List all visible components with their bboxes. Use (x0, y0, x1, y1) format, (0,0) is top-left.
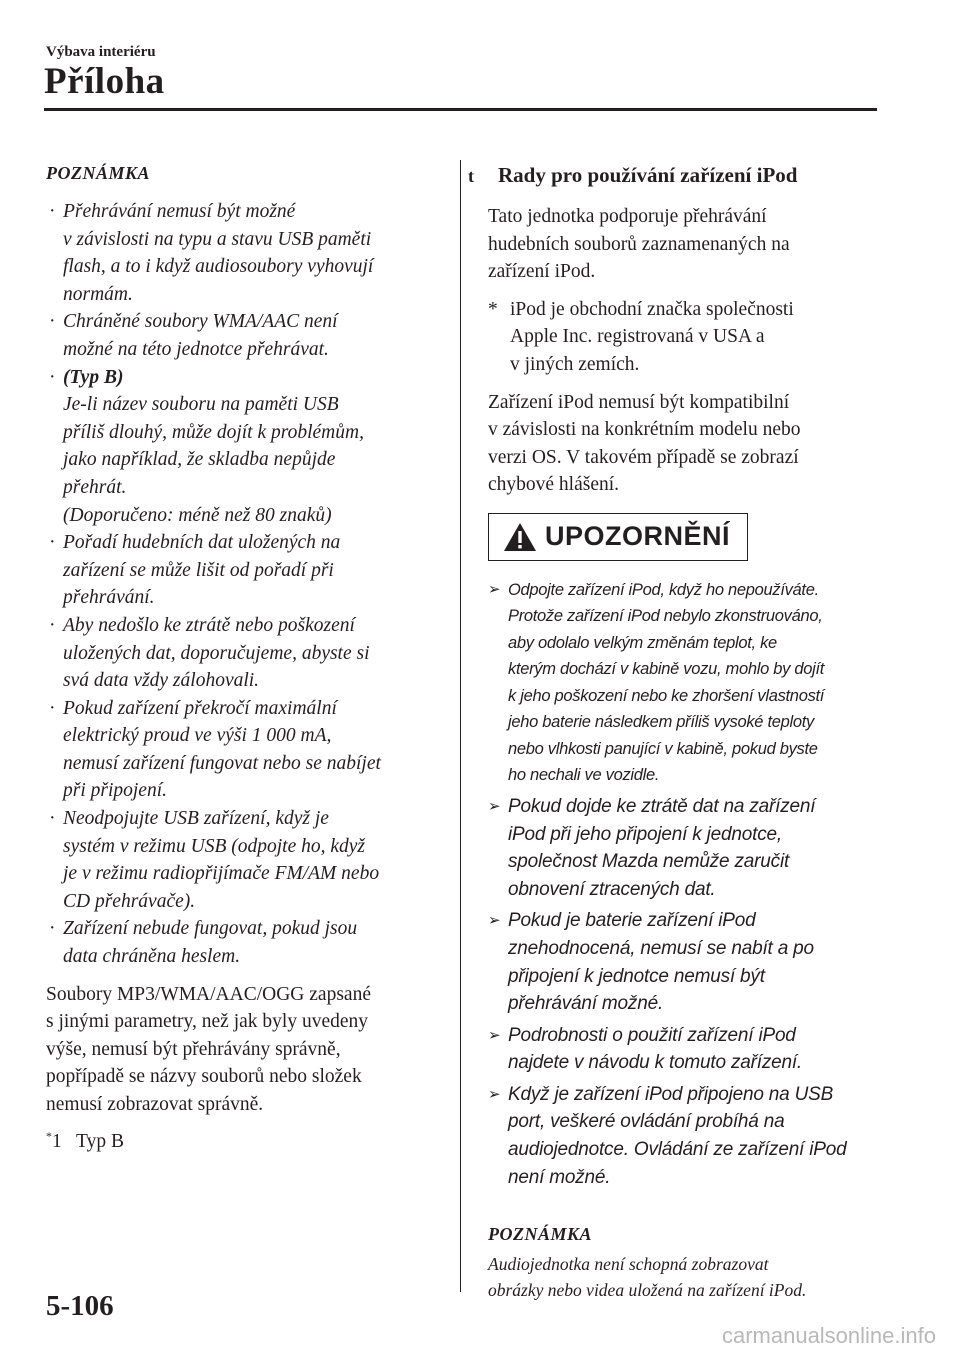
footnote-mark: * (46, 1128, 52, 1143)
section-label: Výbava interiéru (46, 44, 156, 60)
footnote (46, 1123, 446, 1156)
bullet-dot: · (49, 918, 56, 940)
body-paragraph: Soubory MP3/WMA/AAC/OGG zapsané s jinými parametry, než jak byly uvedeny výše, nemusí být přehrávány správně, popřípadě se názvy souborů nebo složek nemusí zobrazovat správně. (46, 983, 371, 1115)
arrow-icon: ➢ (488, 797, 501, 815)
left-column (46, 160, 446, 1155)
page-title: Příloha (44, 61, 165, 102)
list-item: ➢ Podrobnosti o použití zařízení iPod najdete v návodu k tomuto zařízení. (488, 1022, 883, 1077)
arrow-icon: ➢ (488, 912, 501, 930)
page-number: 5-106 (46, 1290, 114, 1322)
note-block (488, 1221, 883, 1303)
compat-paragraph: Zařízení iPod nemusí být kompatibilní v závislosti na konkrétním modelu nebo verzi OS. V takovém případě se zobrazí chybové hlášení. (488, 391, 801, 496)
list-item: · Zařízení nebude fungovat, pokud jsou data chráněna heslem. (46, 915, 446, 970)
bullet-dot: · (49, 697, 56, 719)
bullet-dot: · (49, 532, 56, 554)
arrow-icon: ➢ (488, 1026, 501, 1044)
note-text: Audiojednotka není schopná zobrazovat obrázky nebo videa uložená na zařízení iPod. (488, 1254, 807, 1301)
list-item: · Aby nedošlo ke ztrátě nebo poškození uložených dat, doporučujeme, abyste si svá data vždy zálohovali. (46, 612, 446, 695)
header-rule (44, 108, 877, 111)
trademark-note: * iPod je obchodní značka společnosti Apple Inc. registrovaná v USA a v jiných zemích. (488, 296, 883, 379)
caution-list (488, 577, 883, 1191)
list-item: · Pořadí hudebních dat uložených na zařízení se může lišit od pořadí při přehrávání. (46, 529, 446, 612)
note-heading: POZNÁMKA (46, 163, 151, 183)
list-item: ➢ Když je zařízení iPod připojeno na USB port, veškeré ovládání probíhá na audiojednotce. Ovládání ze zařízení iPod není možné. (488, 1081, 883, 1191)
list-item: · Neodpojujte USB zařízení, když je systém v režimu USB (odpojte ho, když je v režimu radiopřijímače FM/AM nebo CD přehrávače). (46, 805, 446, 915)
asterisk: * (488, 298, 498, 320)
caution-label: UPOZORNĚNÍ (545, 521, 731, 552)
list-item: ➢ Pokud dojde ke ztrátě dat na zařízení iPod při jeho připojení k jednotce, společnost Mazda nemůže zaručit obnovení ztracených dat. (488, 793, 883, 903)
subsection-heading (468, 160, 863, 191)
watermark: carmanualsonline.info (721, 1323, 936, 1348)
list-item: · Přehrávání nemusí být možné v závislosti na typu a stavu USB paměti flash, a to i když audiosoubory vyhovují normám. (46, 198, 446, 308)
list-item: · Chráněné soubory WMA/AAC není možné na této jednotce přehrávat. (46, 308, 446, 363)
note-heading: POZNÁMKA (488, 1224, 593, 1245)
list-item: · (Typ B) Je-li název souboru na paměti USB příliš dlouhý, může dojít k problémům, jako například, že skladba nepůjde přehrát. (Doporučeno: méně než 80 znaků) (46, 364, 446, 530)
bullet-dot: · (49, 201, 56, 222)
arrow-icon: ➢ (488, 1085, 501, 1103)
column-divider (460, 160, 461, 1292)
subsection-title: Rady pro používání zařízení iPod (498, 163, 798, 187)
caution-box (488, 513, 748, 561)
subsection-marker: t (468, 166, 474, 186)
bullet-dot: · (49, 808, 56, 830)
list-item: · Pokud zařízení překročí maximální elektrický proud ve výši 1 000 mA, nemusí zařízení fungovat nebo se nabíjet při připojení. (46, 695, 446, 805)
arrow-icon: ➢ (488, 580, 501, 598)
footnote-text: 1 Typ B (52, 1130, 124, 1152)
bullet-dot: · (49, 614, 56, 636)
list-item: ➢ Pokud je baterie zařízení iPod znehodnocená, nemusí se nabít a po připojení k jednotce nemusí být přehrávání možné. (488, 907, 883, 1017)
bullet-dot: · (49, 366, 56, 388)
list-item: ➢ Odpojte zařízení iPod, když ho nepoužíváte. Protože zařízení iPod nebylo zkonstruováno, aby odolalo velkým změnám teplot, ke kterým dochází v kabině vozu, mohlo by dojít k jeho poškození nebo ke zhoršení vlastností jeho baterie následkem příliš vysoké teploty nebo vlhkosti panující v kabině, pokud byste ho nechali ve vozidle. (488, 577, 883, 789)
note-bullets (46, 198, 446, 971)
right-column (468, 160, 883, 1303)
bullet-dot: · (49, 311, 56, 333)
intro-paragraph: Tato jednotka podporuje přehrávání hudebních souborů zaznamenaných na zařízení iPod. (488, 206, 790, 283)
warning-triangle-icon (503, 522, 537, 552)
list-item-title: (Typ B) (63, 366, 124, 388)
